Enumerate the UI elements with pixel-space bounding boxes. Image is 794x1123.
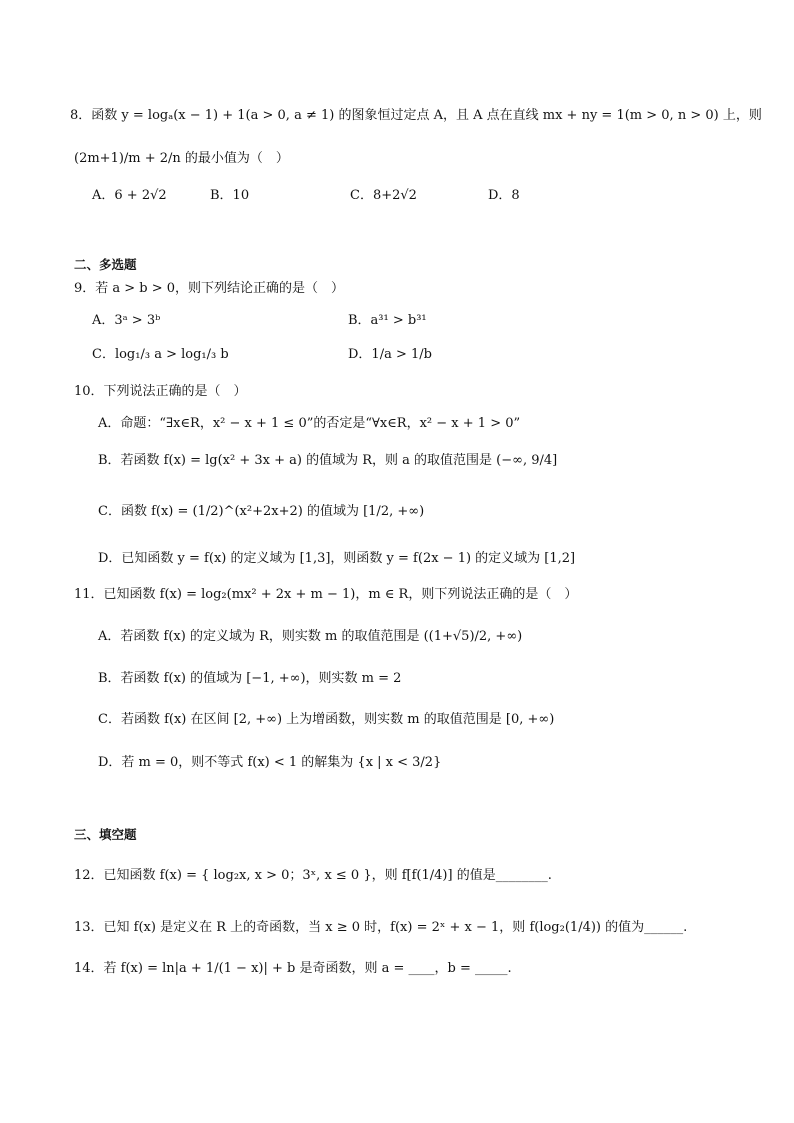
section-title-multiple-choice: 二、多选题 <box>74 257 137 272</box>
q10-option-a: A．命题：“∃x∈R，x² − x + 1 ≤ 0”的否定是“∀x∈R，x² − x + 1 > 0” <box>98 416 521 431</box>
q14: 14．若 f(x) = ln|a + 1/(1 − x)| + b 是奇函数，则 a = ____，b = _____. <box>74 961 512 976</box>
q10-option-d: D．已知函数 y = f(x) 的定义域为 [1,3]，则函数 y = f(2x − 1) 的定义域为 [1,2] <box>98 551 576 566</box>
q9-option-a: A．3ᵃ > 3ᵇ <box>92 313 161 328</box>
q8-line2: (2m+1)/m + 2/n 的最小值为（ ） <box>74 151 289 166</box>
q8-option-d: D．8 <box>488 188 520 203</box>
q11-stem: 11．已知函数 f(x) = log₂(mx² + 2x + m − 1)，m ∈ R，则下列说法正确的是（ ） <box>74 587 578 602</box>
q11-option-a: A．若函数 f(x) 的定义域为 R，则实数 m 的取值范围是 ((1+√5)/2, +∞) <box>98 629 523 644</box>
q9-stem: 9．若 a > b > 0，则下列结论正确的是（ ） <box>74 281 345 296</box>
q9-option-c: C．log₁/₃ a > log₁/₃ b <box>92 347 229 362</box>
q11-option-d: D．若 m = 0，则不等式 f(x) < 1 的解集为 {x | x < 3/2} <box>98 755 442 770</box>
q11-option-b: B．若函数 f(x) 的值域为 [−1, +∞)，则实数 m = 2 <box>98 671 402 686</box>
q10-option-c: C．函数 f(x) = (1/2)^(x²+2x+2) 的值域为 [1/2, +∞) <box>98 504 425 519</box>
q8-option-b: B．10 <box>210 188 250 203</box>
q11-option-c: C．若函数 f(x) 在区间 [2, +∞) 上为增函数，则实数 m 的取值范围是 [0, +∞) <box>98 712 555 727</box>
q12: 12．已知函数 f(x) = { log₂x, x > 0；3ˣ, x ≤ 0 }，则 f[f(1/4)] 的值是________. <box>74 868 552 883</box>
q13: 13．已知 f(x) 是定义在 R 上的奇函数，当 x ≥ 0 时，f(x) = 2ˣ + x − 1，则 f(log₂(1/4)) 的值为______. <box>74 920 688 935</box>
q9-option-d: D．1/a > 1/b <box>348 347 432 362</box>
q10-stem: 10．下列说法正确的是（ ） <box>74 384 247 399</box>
q8-line1: 8．函数 y = logₐ(x − 1) + 1(a > 0, a ≠ 1) 的图象恒过定点 A，且 A 点在直线 mx + ny = 1(m > 0, n > 0) 上，则 <box>70 108 762 123</box>
section-title-fill-in: 三、填空题 <box>74 827 137 842</box>
q8-option-c: C．8+2√2 <box>350 188 417 203</box>
q10-option-b: B．若函数 f(x) = lg(x² + 3x + a) 的值域为 R，则 a 的取值范围是 (−∞, 9/4] <box>98 453 558 468</box>
q9-option-b: B．a³¹ > b³¹ <box>348 313 427 328</box>
q8-option-a: A．6 + 2√2 <box>92 188 167 203</box>
